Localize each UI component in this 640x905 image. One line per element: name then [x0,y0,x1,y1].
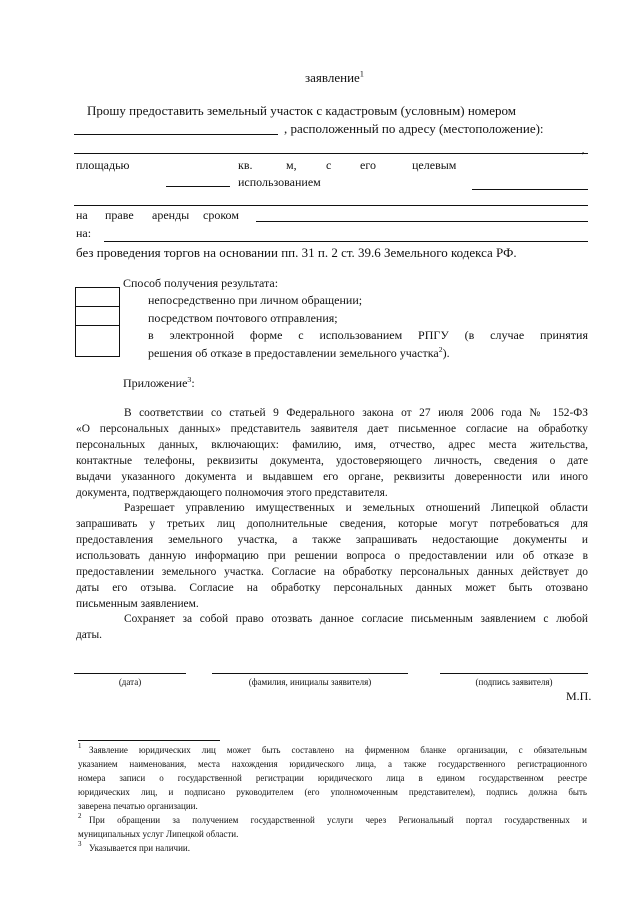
consent-p1-line-4: контактные телефоны, реквизиты документа, удостоверяющего личность, сведения о дате [76,455,588,467]
area-usage: использованием [238,175,321,189]
lease-term-field-2[interactable] [104,241,588,242]
footnote-2-line-1: При обращении за получением государственной услуги через Региональный портал государственных и [89,815,587,825]
footnote-3-line-1: Указывается при наличии. [89,843,190,853]
request-line-1: Прошу предоставить земельный участок с кадастровым (условным) номером [87,103,517,118]
footnote-2-line-2: муниципальных услуг Липецкой области. [78,829,239,839]
footnote-1-line-2: указанием наименования, места нахождения юридического лица, а также государственного регистрационного [78,759,587,769]
consent-p1-line-1: В соответствии со статьей 9 Федерального закона от 27 июля 2006 года № 152-ФЗ [124,407,588,419]
consent-p2-line-3: предоставления земельного участка, а также запрашивать недостающие документы и [76,534,588,546]
lease-word-2: праве [105,208,134,222]
lease-na: на: [76,226,92,240]
footnote-separator [78,740,220,741]
checkbox-electronic[interactable] [75,325,120,357]
cadastral-number-field[interactable] [74,134,278,135]
title-text: заявление [305,70,360,85]
method-heading: Способ получения результата: [123,276,279,290]
address-field[interactable] [74,153,588,154]
consent-p1-line-5: выдачи указанного документа и выдавшем его органе, реквизиты доверенности или иного [76,471,588,483]
footnote-1-line-1: Заявление юридических лиц может быть составлено на фирменном бланке организации, с обязательным [89,745,587,755]
lease-word-3: аренды [152,208,190,222]
method-option-electronic: в электронной форме с использованием РПГУ (в случае принятия [148,328,588,342]
consent-p2-line-7: письменным заявлением. [76,598,199,610]
purpose-field[interactable] [472,189,588,190]
consent-p2-line-5: предоставлении земельного участка. Согласие на обработку персональных данных действует до [76,566,588,578]
purpose-field-line-2[interactable] [74,205,588,206]
date-field[interactable] [74,673,186,674]
consent-p3-line-1: Сохраняет за собой право отозвать данное согласие письменным заявлением с любой [124,613,588,625]
consent-p1-line-3: персональных данных, включающих: фамилию, имя, отчество, адрес места жительства, [76,439,588,451]
option3-end: ). [442,346,450,360]
name-field[interactable] [212,673,408,674]
footnote-1-line-4: юридических лиц, и подписано руководителем (его уполномоченным представителем), подпись должна быть [78,787,587,797]
method-option-mail: посредством почтового отправления; [148,311,338,325]
footnote-1-line-3: номера записи о государственной регистрации юридического лица в едином государственном реестре [78,773,587,783]
footnote-3-number: 3 [78,840,82,848]
area-value-field[interactable] [166,186,230,187]
option3-footnote-ref: 2 [438,345,443,354]
method-option-electronic-cont [148,346,450,361]
document-title [305,70,364,86]
attachment-label [123,376,195,391]
area-unit-1: кв. [238,158,253,172]
legal-basis: без проведения торгов на основании пп. 31 п. 2 ст. 39.6 Земельного кодекса РФ. [76,245,517,260]
method-option-personal: непосредственно при личном обращении; [148,293,363,307]
attachment-colon: : [191,376,195,390]
consent-p2-line-4: использовать данную информацию при решении вопроса о предоставлении или об отказе в [76,550,588,562]
attachment-footnote-ref: 3 [187,375,192,384]
signature-caption: (подпись заявителя) [475,677,553,687]
line-mark: , [582,145,585,155]
area-unit-3: с [326,158,332,172]
attachment-text: Приложение [123,376,188,390]
option3-text: решения об отказе в предоставлении земельного участка [148,346,439,360]
lease-word-4: сроком [203,208,239,222]
checkbox-mail[interactable] [75,306,120,326]
area-label: площадью [76,158,130,172]
consent-p1-line-6: документа, подтверждающего полномочия этого представителя. [76,487,388,499]
footnote-2-number: 2 [78,812,82,820]
footnote-1-line-5: заверена печатью организации. [78,801,198,811]
title-footnote-ref: 1 [359,68,365,79]
lease-term-field[interactable] [256,221,588,222]
area-unit-2: м, [286,158,297,172]
request-line-2: , расположенный по адресу (местоположение): [284,121,544,136]
date-caption: (дата) [118,677,142,687]
area-unit-5: целевым [412,158,457,172]
signature-field[interactable] [440,673,588,674]
consent-p3-line-2: даты. [76,629,103,641]
consent-p2-line-6: даты его отзыва. Согласие на обработку персональных данных может быть отозвано [76,582,588,594]
consent-p2-line-1: Разрешает управлению имущественных и земельных отношений Липецкой области [124,502,588,514]
checkbox-personal[interactable] [75,287,120,307]
lease-word-1: на [76,208,88,222]
area-unit-4: его [360,158,376,172]
footnote-1-number: 1 [78,742,82,750]
seal-mark: М.П. [566,689,592,703]
consent-p2-line-2: запрашивать у третьих лиц дополнительные сведения, которые могут потребоваться для [76,518,588,530]
name-caption: (фамилия, инициалы заявителя) [248,677,372,687]
consent-p1-line-2: «О персональных данных» представитель заявителя дает письменное согласие на обработку [76,423,588,435]
